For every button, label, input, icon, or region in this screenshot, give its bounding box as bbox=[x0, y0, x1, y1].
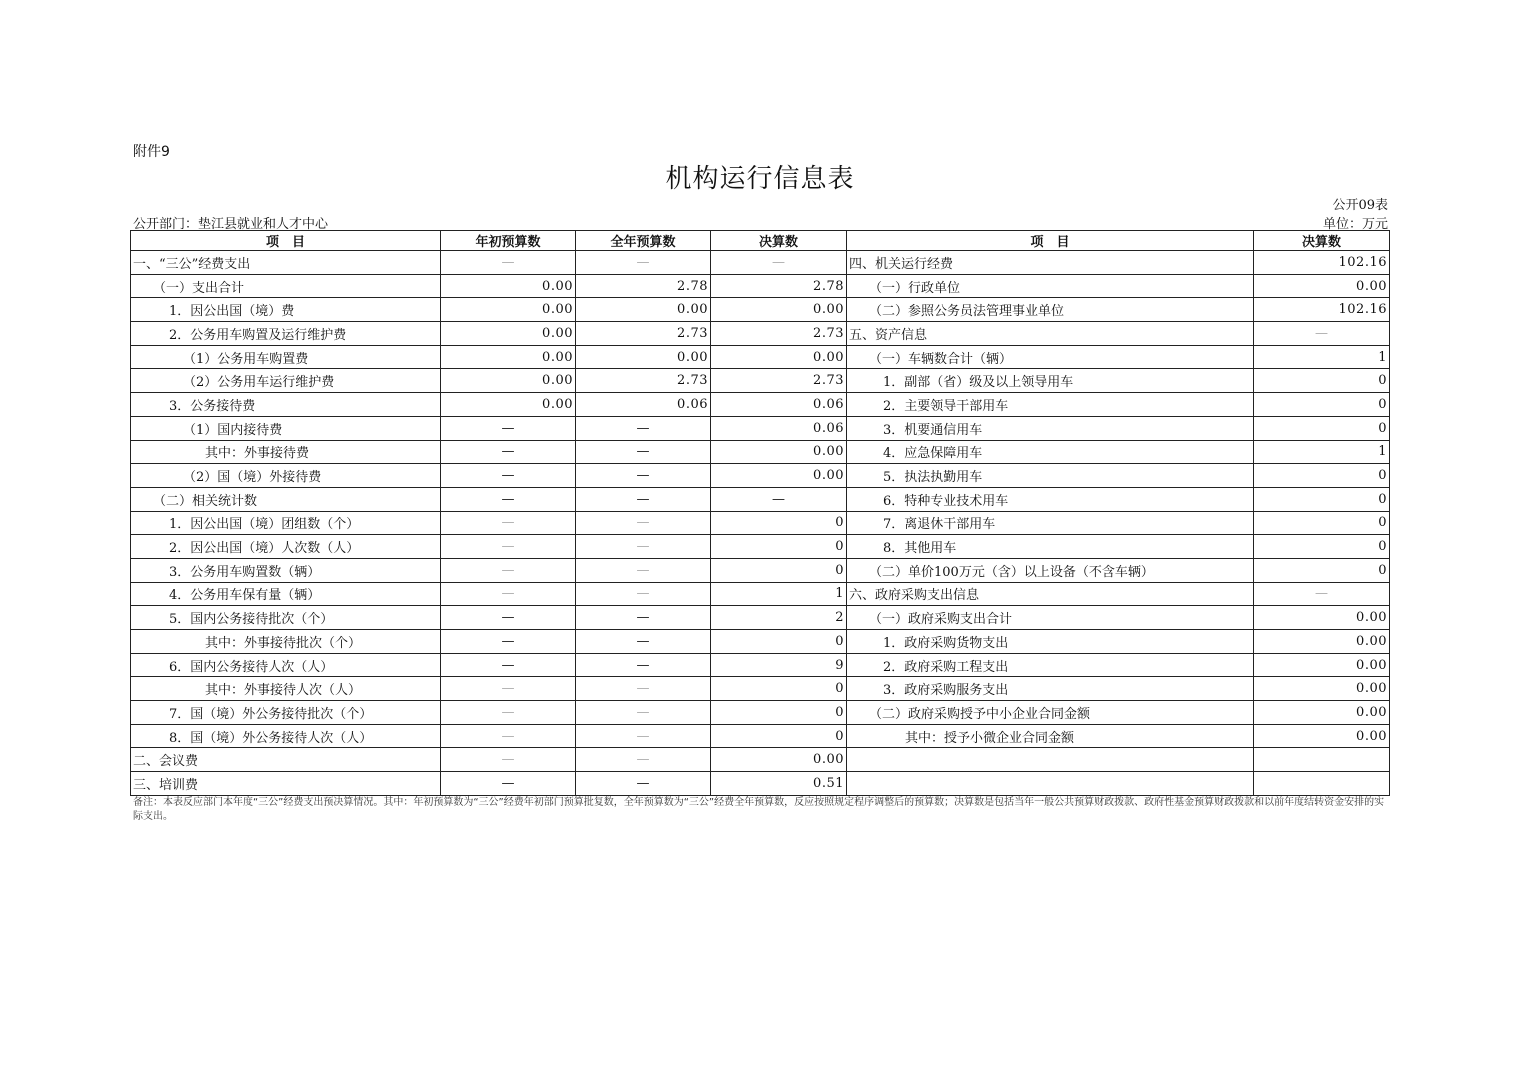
right-item-label: （二）参照公务员法管理事业单位 bbox=[847, 298, 1254, 322]
annual-budget-cell: — bbox=[576, 582, 711, 606]
annual-budget-cell: — bbox=[576, 487, 711, 511]
table-row bbox=[131, 748, 1390, 772]
final-cell: 0.51 bbox=[711, 772, 847, 796]
table-row bbox=[131, 416, 1390, 440]
right-final-cell: 0 bbox=[1254, 416, 1390, 440]
table-row bbox=[131, 511, 1390, 535]
right-final-cell: 0.00 bbox=[1254, 274, 1390, 298]
row-item-label: 5．国内公务接待批次（个） bbox=[131, 606, 441, 630]
annual-budget-cell: 2.73 bbox=[576, 369, 711, 393]
right-final-cell: 0.00 bbox=[1254, 701, 1390, 725]
table-row bbox=[131, 393, 1390, 417]
right-final-cell: 0 bbox=[1254, 558, 1390, 582]
right-item-label: 2．政府采购工程支出 bbox=[847, 653, 1254, 677]
right-final-cell: 1 bbox=[1254, 345, 1390, 369]
initial-budget-cell: — bbox=[441, 653, 576, 677]
row-item-label: 其中：外事接待费 bbox=[131, 440, 441, 464]
initial-budget-cell: 0.00 bbox=[441, 322, 576, 346]
right-item-label: 其中：授予小微企业合同金额 bbox=[847, 724, 1254, 748]
annual-budget-cell: — bbox=[576, 606, 711, 630]
table-row bbox=[131, 369, 1390, 393]
right-final-cell: 0.00 bbox=[1254, 724, 1390, 748]
initial-budget-cell: — bbox=[441, 606, 576, 630]
row-item-label: 其中：外事接待人次（人） bbox=[131, 677, 441, 701]
initial-budget-cell: 0.00 bbox=[441, 345, 576, 369]
final-cell: 0.00 bbox=[711, 748, 847, 772]
row-item-label: （2）公务用车运行维护费 bbox=[131, 369, 441, 393]
final-cell: 0 bbox=[711, 558, 847, 582]
table-row bbox=[131, 440, 1390, 464]
footnote: 备注：本表反应部门本年度“三公”经费支出预决算情况。其中：年初预算数为“三公”经费年初部门预算批复数，全年预算数为“三公”经费全年预算数，反应按照规定程序调整后的预算数；决算数是包括当年一般公共预算财政拨款、政府性基金预算财政拨款和以前年度结转资金安排的实际支出。 bbox=[133, 797, 1385, 822]
table-row bbox=[131, 487, 1390, 511]
annual-budget-cell: — bbox=[576, 535, 711, 559]
right-item-label: 5．执法执勤用车 bbox=[847, 464, 1254, 488]
initial-budget-cell: — bbox=[441, 558, 576, 582]
annual-budget-cell: — bbox=[576, 677, 711, 701]
table-header-row bbox=[131, 231, 1390, 251]
right-item-label: 2．主要领导干部用车 bbox=[847, 393, 1254, 417]
column-header-right-item: 项 目 bbox=[847, 231, 1254, 251]
final-cell: 0 bbox=[711, 677, 847, 701]
row-item-label: 三、培训费 bbox=[131, 772, 441, 796]
final-cell: 0.06 bbox=[711, 393, 847, 417]
right-item-label: 六、政府采购支出信息 bbox=[847, 582, 1254, 606]
initial-budget-cell: — bbox=[441, 487, 576, 511]
table-row bbox=[131, 345, 1390, 369]
row-item-label: 4．公务用车保有量（辆） bbox=[131, 582, 441, 606]
final-cell: 2.73 bbox=[711, 369, 847, 393]
final-cell: 2.78 bbox=[711, 274, 847, 298]
annual-budget-cell: — bbox=[576, 464, 711, 488]
final-cell: — bbox=[711, 251, 847, 275]
annual-budget-cell: — bbox=[576, 511, 711, 535]
annual-budget-cell: — bbox=[576, 440, 711, 464]
annual-budget-cell: 2.73 bbox=[576, 322, 711, 346]
row-item-label: （1）公务用车购置费 bbox=[131, 345, 441, 369]
right-item-label: （二）政府采购授予中小企业合同金额 bbox=[847, 701, 1254, 725]
table-row bbox=[131, 251, 1390, 275]
final-cell: 0 bbox=[711, 511, 847, 535]
final-cell: 9 bbox=[711, 653, 847, 677]
initial-budget-cell: — bbox=[441, 701, 576, 725]
right-final-cell: — bbox=[1254, 582, 1390, 606]
right-item-label: （一）政府采购支出合计 bbox=[847, 606, 1254, 630]
initial-budget-cell: — bbox=[441, 416, 576, 440]
right-item-label: 四、机关运行经费 bbox=[847, 251, 1254, 275]
row-item-label: 二、会议费 bbox=[131, 748, 441, 772]
table-row bbox=[131, 630, 1390, 654]
annual-budget-cell: 0.00 bbox=[576, 298, 711, 322]
annual-budget-cell: — bbox=[576, 251, 711, 275]
final-cell: 2.73 bbox=[711, 322, 847, 346]
final-cell: 0.00 bbox=[711, 298, 847, 322]
initial-budget-cell: — bbox=[441, 748, 576, 772]
initial-budget-cell: — bbox=[441, 677, 576, 701]
right-item-label: 8．其他用车 bbox=[847, 535, 1254, 559]
right-final-cell: 0 bbox=[1254, 393, 1390, 417]
right-final-cell: 0.00 bbox=[1254, 630, 1390, 654]
column-header-annual-budget: 全年预算数 bbox=[576, 231, 711, 251]
table-row bbox=[131, 535, 1390, 559]
table-row bbox=[131, 701, 1390, 725]
initial-budget-cell: — bbox=[441, 724, 576, 748]
right-final-cell: — bbox=[1254, 322, 1390, 346]
right-item-label: 4．应急保障用车 bbox=[847, 440, 1254, 464]
row-item-label: 6．国内公务接待人次（人） bbox=[131, 653, 441, 677]
row-item-label: 8．国（境）外公务接待人次（人） bbox=[131, 724, 441, 748]
right-item-label: 6．特种专业技术用车 bbox=[847, 487, 1254, 511]
annual-budget-cell: — bbox=[576, 416, 711, 440]
unit-label: 单位：万元 bbox=[1322, 217, 1388, 232]
right-item-label: （一）行政单位 bbox=[847, 274, 1254, 298]
initial-budget-cell: 0.00 bbox=[441, 369, 576, 393]
initial-budget-cell: — bbox=[441, 251, 576, 275]
right-item-label: 7．离退休干部用车 bbox=[847, 511, 1254, 535]
column-header-final: 决算数 bbox=[711, 231, 847, 251]
final-cell: 0.00 bbox=[711, 440, 847, 464]
right-final-cell: 0.00 bbox=[1254, 606, 1390, 630]
final-cell: 0.00 bbox=[711, 464, 847, 488]
right-item-label: 五、资产信息 bbox=[847, 322, 1254, 346]
annual-budget-cell: — bbox=[576, 701, 711, 725]
row-item-label: 2．公务用车购置及运行维护费 bbox=[131, 322, 441, 346]
annual-budget-cell: — bbox=[576, 653, 711, 677]
right-final-cell: 102.16 bbox=[1254, 251, 1390, 275]
row-item-label: 1．因公出国（境）团组数（个） bbox=[131, 511, 441, 535]
initial-budget-cell: — bbox=[441, 535, 576, 559]
column-header-right-final: 决算数 bbox=[1254, 231, 1390, 251]
right-final-cell bbox=[1254, 772, 1390, 796]
table-row bbox=[131, 274, 1390, 298]
right-item-label bbox=[847, 748, 1254, 772]
attachment-label: 附件9 bbox=[133, 144, 170, 160]
row-item-label: 2．因公出国（境）人次数（人） bbox=[131, 535, 441, 559]
final-cell: — bbox=[711, 487, 847, 511]
right-final-cell: 0.00 bbox=[1254, 653, 1390, 677]
row-item-label: （一）支出合计 bbox=[131, 274, 441, 298]
right-item-label: 1．副部（省）级及以上领导用车 bbox=[847, 369, 1254, 393]
row-item-label: 3．公务接待费 bbox=[131, 393, 441, 417]
row-item-label: 其中：外事接待批次（个） bbox=[131, 630, 441, 654]
final-cell: 0.00 bbox=[711, 345, 847, 369]
initial-budget-cell: 0.00 bbox=[441, 274, 576, 298]
annual-budget-cell: 0.00 bbox=[576, 345, 711, 369]
annual-budget-cell: — bbox=[576, 748, 711, 772]
row-item-label: 1．因公出国（境）费 bbox=[131, 298, 441, 322]
column-header-initial-budget: 年初预算数 bbox=[441, 231, 576, 251]
row-item-label: （2）国（境）外接待费 bbox=[131, 464, 441, 488]
final-cell: 2 bbox=[711, 606, 847, 630]
right-final-cell bbox=[1254, 748, 1390, 772]
initial-budget-cell: — bbox=[441, 582, 576, 606]
table-row bbox=[131, 772, 1390, 796]
row-item-label: 一、“三公”经费支出 bbox=[131, 251, 441, 275]
table-row bbox=[131, 464, 1390, 488]
final-cell: 1 bbox=[711, 582, 847, 606]
right-final-cell: 0.00 bbox=[1254, 677, 1390, 701]
column-header-item: 项 目 bbox=[131, 231, 441, 251]
table-row bbox=[131, 653, 1390, 677]
final-cell: 0 bbox=[711, 630, 847, 654]
table-row bbox=[131, 558, 1390, 582]
right-final-cell: 0 bbox=[1254, 464, 1390, 488]
table-row bbox=[131, 677, 1390, 701]
table-row bbox=[131, 606, 1390, 630]
right-final-cell: 0 bbox=[1254, 511, 1390, 535]
table-row bbox=[131, 322, 1390, 346]
initial-budget-cell: — bbox=[441, 440, 576, 464]
annual-budget-cell: 2.78 bbox=[576, 274, 711, 298]
final-cell: 0 bbox=[711, 701, 847, 725]
initial-budget-cell: — bbox=[441, 464, 576, 488]
final-cell: 0.06 bbox=[711, 416, 847, 440]
info-table bbox=[130, 230, 1390, 796]
right-final-cell: 0 bbox=[1254, 369, 1390, 393]
initial-budget-cell: — bbox=[441, 772, 576, 796]
right-item-label: 1．政府采购货物支出 bbox=[847, 630, 1254, 654]
right-item-label bbox=[847, 772, 1254, 796]
right-final-cell: 102.16 bbox=[1254, 298, 1390, 322]
annual-budget-cell: — bbox=[576, 724, 711, 748]
table-row bbox=[131, 582, 1390, 606]
final-cell: 0 bbox=[711, 535, 847, 559]
annual-budget-cell: — bbox=[576, 630, 711, 654]
row-item-label: （二）相关统计数 bbox=[131, 487, 441, 511]
initial-budget-cell: — bbox=[441, 630, 576, 654]
row-item-label: 3．公务用车购置数（辆） bbox=[131, 558, 441, 582]
table-row bbox=[131, 298, 1390, 322]
row-item-label: 7．国（境）外公务接待批次（个） bbox=[131, 701, 441, 725]
row-item-label: （1）国内接待费 bbox=[131, 416, 441, 440]
right-final-cell: 0 bbox=[1254, 535, 1390, 559]
initial-budget-cell: 0.00 bbox=[441, 298, 576, 322]
right-item-label: （一）车辆数合计（辆） bbox=[847, 345, 1254, 369]
right-item-label: 3．机要通信用车 bbox=[847, 416, 1254, 440]
table-code: 公开09表 bbox=[1332, 198, 1388, 213]
right-item-label: 3．政府采购服务支出 bbox=[847, 677, 1254, 701]
final-cell: 0 bbox=[711, 724, 847, 748]
page-title: 机构运行信息表 bbox=[665, 164, 855, 194]
right-final-cell: 1 bbox=[1254, 440, 1390, 464]
table-row bbox=[131, 724, 1390, 748]
annual-budget-cell: — bbox=[576, 772, 711, 796]
initial-budget-cell: 0.00 bbox=[441, 393, 576, 417]
initial-budget-cell: — bbox=[441, 511, 576, 535]
right-final-cell: 0 bbox=[1254, 487, 1390, 511]
annual-budget-cell: 0.06 bbox=[576, 393, 711, 417]
right-item-label: （二）单价100万元（含）以上设备（不含车辆） bbox=[847, 558, 1254, 582]
annual-budget-cell: — bbox=[576, 558, 711, 582]
department-label: 公开部门：垫江县就业和人才中心 bbox=[133, 217, 329, 232]
